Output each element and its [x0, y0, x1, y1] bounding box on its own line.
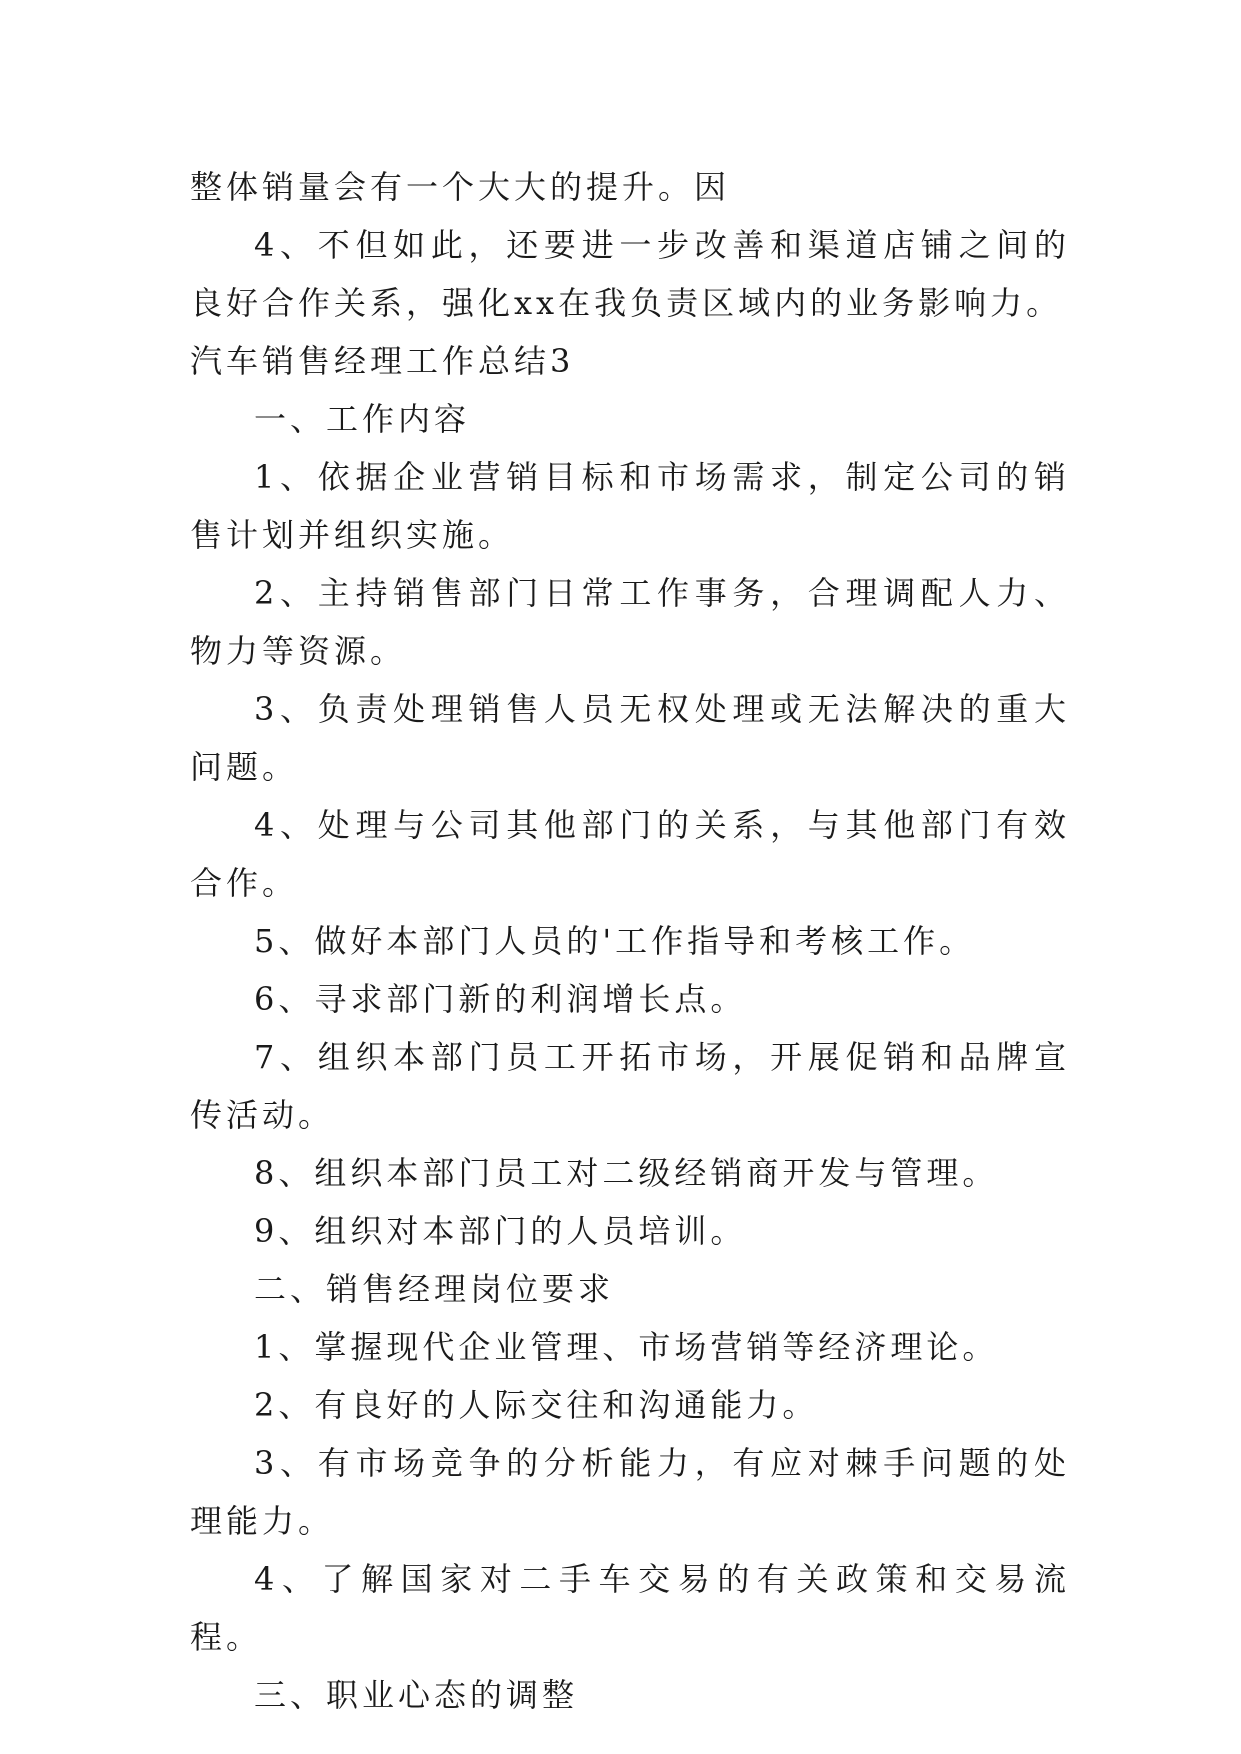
paragraph: 4、了解国家对二手车交易的有关政策和交易流程。 — [190, 1560, 1070, 1656]
section-heading: 一、工作内容 — [254, 400, 471, 438]
paragraph: 3、负责处理销售人员无权处理或无法解决的重大问题。 — [190, 690, 1070, 786]
paragraph: 2、主持销售部门日常工作事务，合理调配人力、物力等资源。 — [190, 574, 1070, 670]
paragraph: 9、组织对本部门的人员培训。 — [254, 1212, 747, 1250]
paragraph: 4、不但如此，还要进一步改善和渠道店铺之间的良好合作关系，强化xx在我负责区域内的业务影响力。 — [190, 226, 1070, 322]
paragraph: 8、组织本部门员工对二级经销商开发与管理。 — [254, 1154, 999, 1192]
section-title: 汽车销售经理工作总结3 — [190, 342, 575, 380]
document-body — [190, 158, 1070, 1724]
section-heading: 三、职业心态的调整 — [254, 1676, 579, 1714]
paragraph: 5、做好本部门人员的'工作指导和考核工作。 — [254, 922, 976, 960]
paragraph: 整体销量会有一个大大的提升。因 — [190, 168, 731, 206]
section-heading: 二、销售经理岗位要求 — [254, 1270, 615, 1308]
paragraph: 2、有良好的人际交往和沟通能力。 — [254, 1386, 819, 1424]
paragraph: 1、依据企业营销目标和市场需求，制定公司的销售计划并组织实施。 — [190, 458, 1070, 554]
paragraph: 1、掌握现代企业管理、市场营销等经济理论。 — [254, 1328, 999, 1366]
paragraph: 7、组织本部门员工开拓市场，开展促销和品牌宣传活动。 — [190, 1038, 1070, 1134]
paragraph: 6、寻求部门新的利润增长点。 — [254, 980, 747, 1018]
paragraph: 4、处理与公司其他部门的关系，与其他部门有效合作。 — [190, 806, 1070, 902]
paragraph: 3、有市场竞争的分析能力，有应对棘手问题的处理能力。 — [190, 1444, 1070, 1540]
